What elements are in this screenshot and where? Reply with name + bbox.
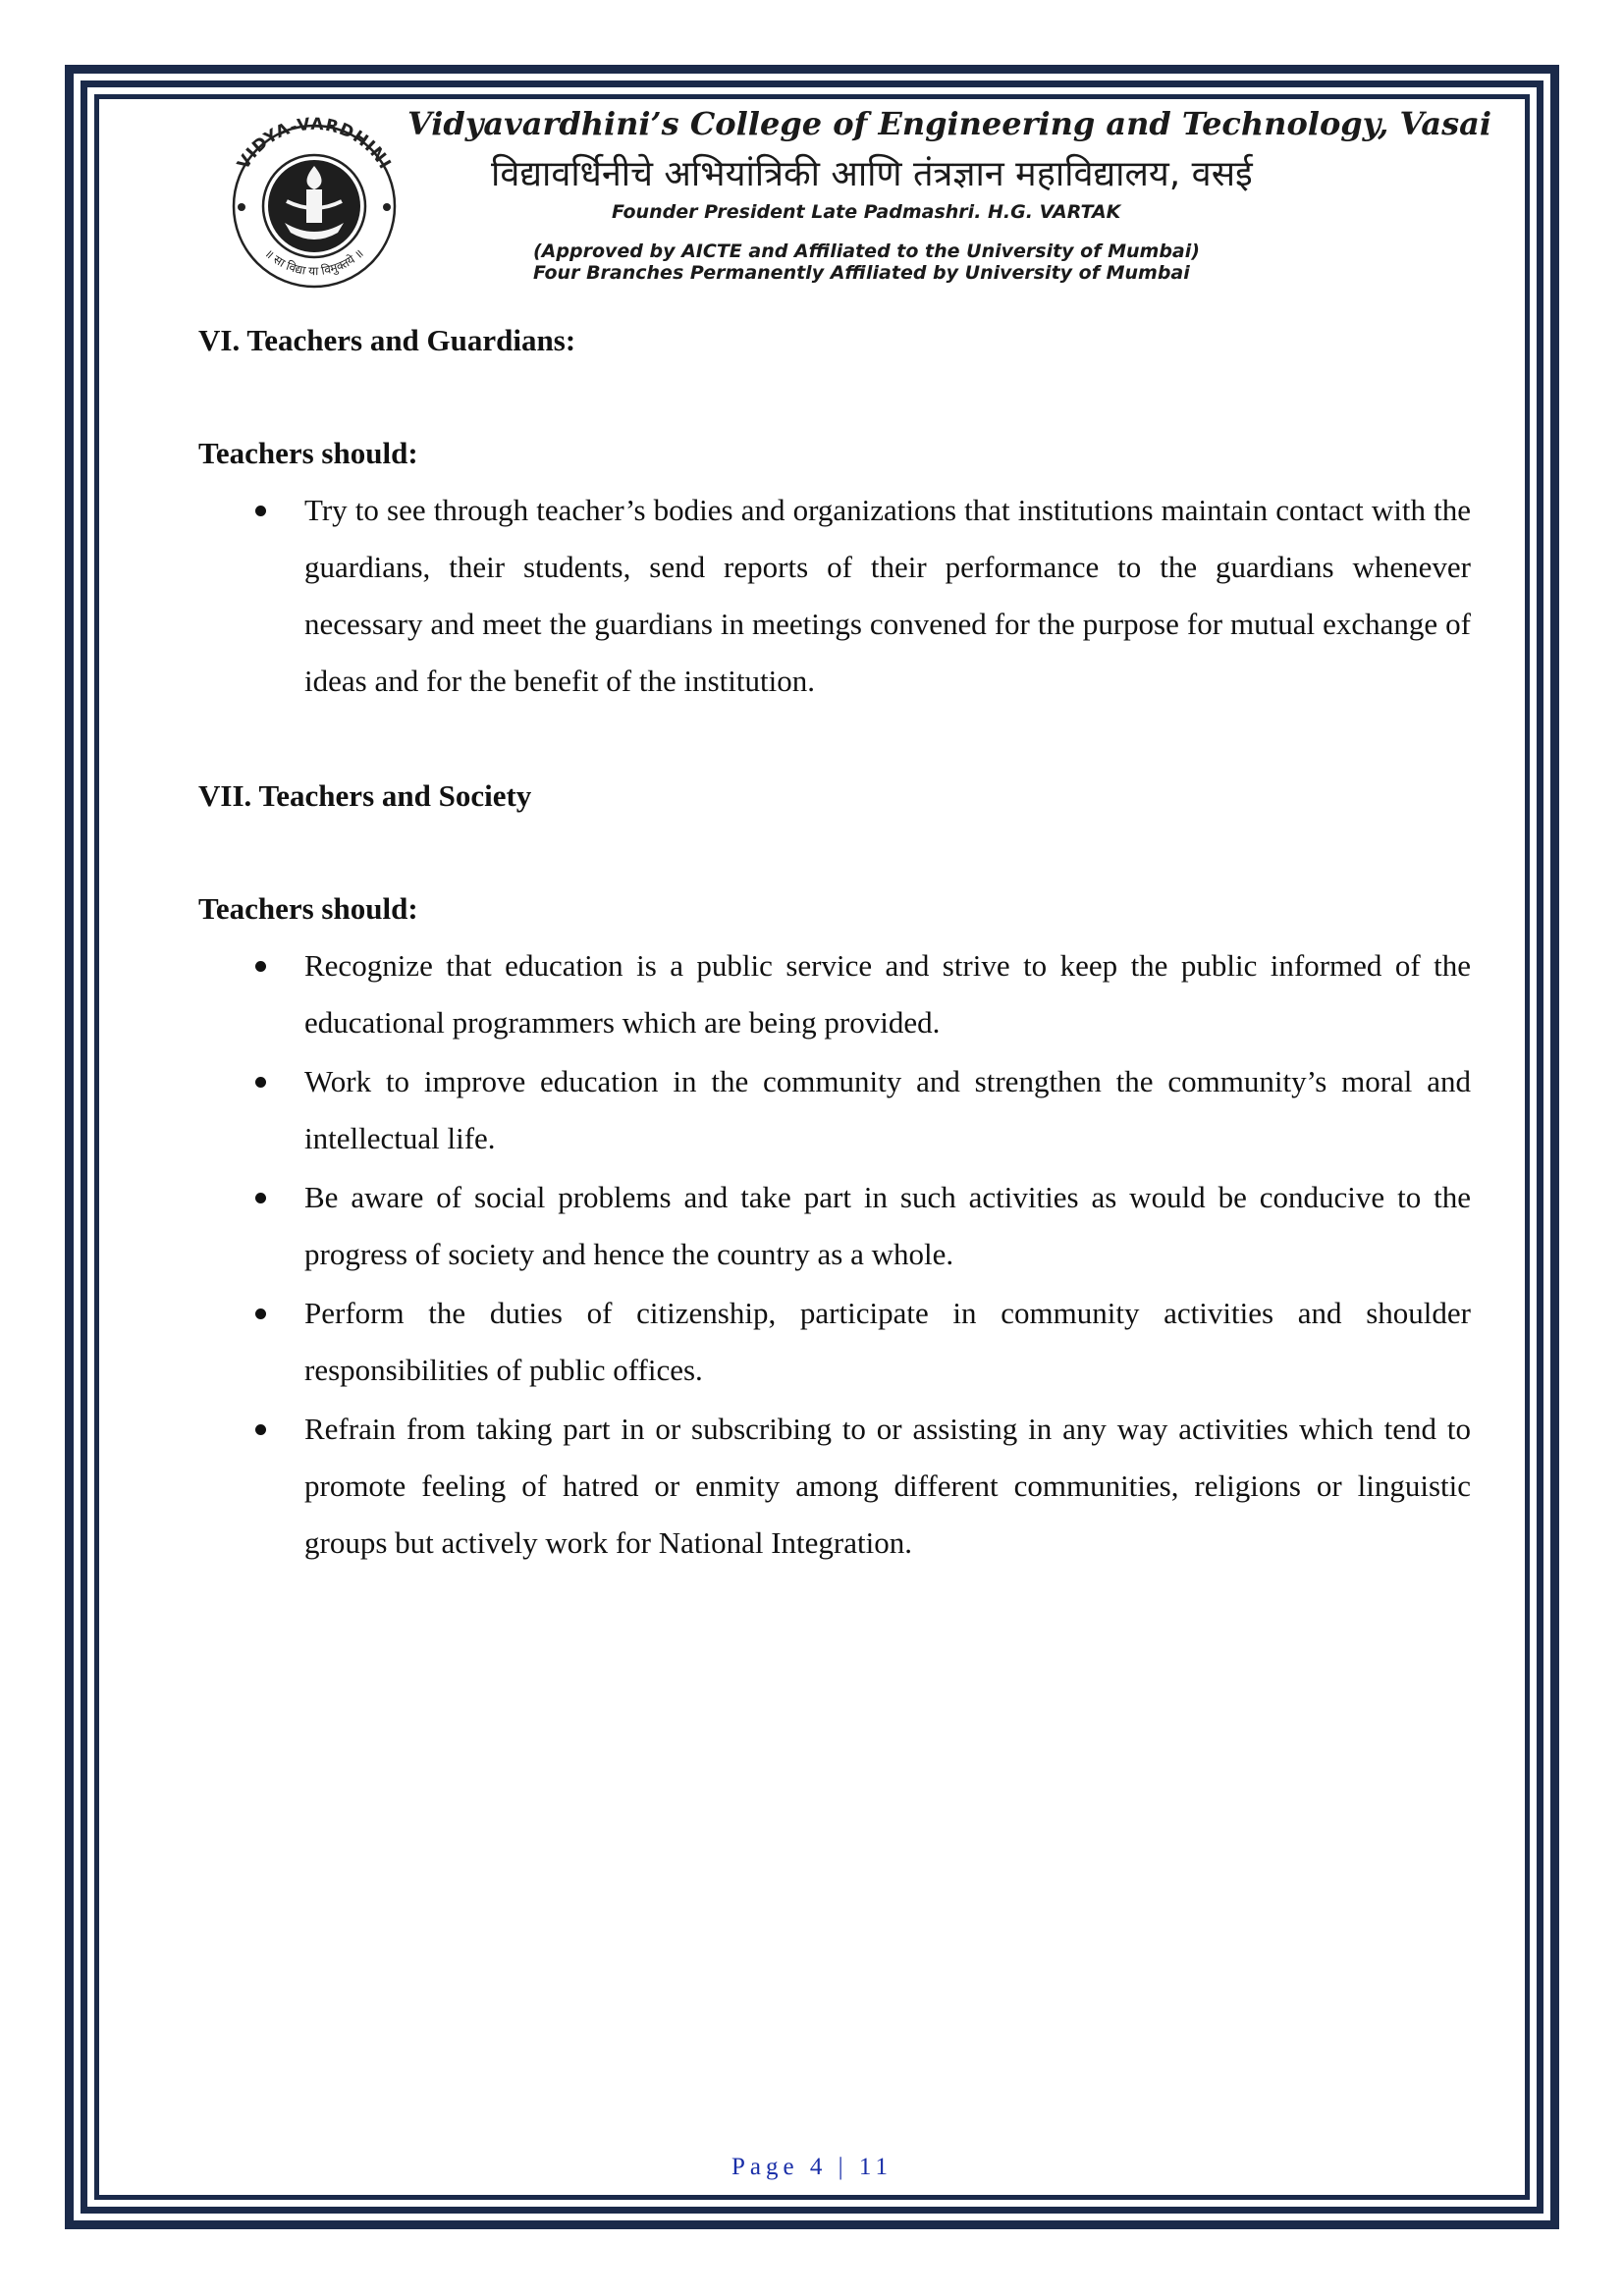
bullet-icon xyxy=(255,961,266,972)
list-item-text: Recognize that education is a public service and strive to keep the public informed of the educational programmers which are being provided. xyxy=(304,948,1471,1040)
list-item xyxy=(198,1053,1471,1167)
bullet-icon xyxy=(255,1193,266,1203)
list-item xyxy=(198,1285,1471,1399)
college-name: Vidyavardhini’s College of Engineering and Technology, Vasai xyxy=(407,105,1491,142)
section-heading: VI. Teachers and Guardians: xyxy=(198,323,576,357)
section-subheading: Teachers should: xyxy=(198,891,418,926)
section-heading: VII. Teachers and Society xyxy=(198,778,532,813)
section-subheading: Teachers should: xyxy=(198,436,418,470)
bullet-icon xyxy=(255,1424,266,1435)
list-item xyxy=(198,937,1471,1051)
founder-line: Founder President Late Padmashri. H.G. VARTAK xyxy=(612,201,1121,223)
affiliation-line: Four Branches Permanently Affiliated by University of Mumbai xyxy=(533,262,1190,284)
approval-line: (Approved by AICTE and Affiliated to the University of Mumbai) xyxy=(533,240,1200,262)
list-item-text: Perform the duties of citizenship, participate in community activities and shoulder responsibilities of public offices. xyxy=(304,1296,1471,1387)
list-item-text: Refrain from taking part in or subscribing to or assisting in any way activities which tend to promote feeling of hatred or enmity among different communities, religions or linguistic groups but actively work for National Integration. xyxy=(304,1412,1471,1560)
seal-top-text: VIDYA-VARDHINI xyxy=(234,114,396,174)
list-item-text: Be aware of social problems and take part in such activities as would be conducive to the progress of society and hence the country as a whole. xyxy=(304,1180,1471,1271)
page-number: Page 4 | 11 xyxy=(731,2154,893,2180)
page-content xyxy=(198,312,1471,1574)
list-item-text: Try to see through teacher’s bodies and organizations that institutions maintain contact with the guardians, their students, send reports of their performance to the guardians whenever necessary and meet the guardians in meetings convened for the purpose for mutual exchange of ideas and for the benefit of the institution. xyxy=(304,493,1471,698)
seal-motto-text: ॥ सा विद्या या विमुक्तये ॥ xyxy=(262,246,366,279)
list-item xyxy=(198,482,1471,710)
college-seal-logo xyxy=(216,113,412,290)
letterhead xyxy=(206,103,1491,290)
bullet-icon xyxy=(255,1308,266,1319)
bullet-icon xyxy=(255,506,266,516)
list-item xyxy=(198,1401,1471,1572)
college-name-marathi: विद्यावर्धिनीचे अभियांत्रिकी आणि तंत्रज्ञान महाविद्यालय, वसई xyxy=(491,154,1253,194)
bullet-list xyxy=(198,937,1471,1572)
bullet-list xyxy=(198,482,1471,710)
bullet-icon xyxy=(255,1077,266,1088)
list-item-text: Work to improve education in the community and strengthen the community’s moral and intellectual life. xyxy=(304,1064,1471,1155)
list-item xyxy=(198,1169,1471,1283)
